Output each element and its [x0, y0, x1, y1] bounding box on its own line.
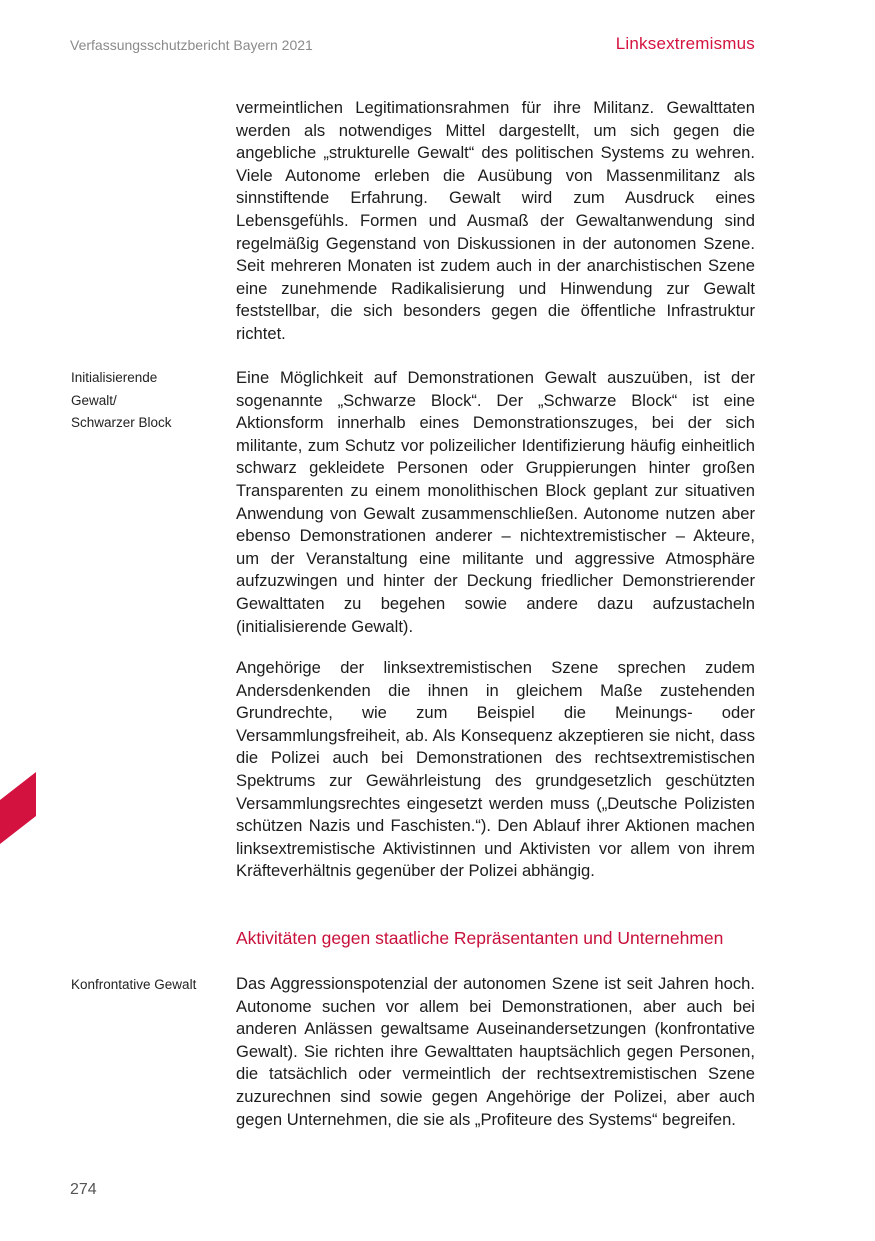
body-paragraph-4 [236, 973, 755, 1131]
margin-note-line: Initialisierende [71, 370, 158, 385]
margin-note-line: Gewalt/ [71, 392, 117, 408]
section-tab-marker [0, 772, 36, 844]
running-header-title: Verfassungsschutzbericht Bayern 2021 [70, 37, 313, 53]
running-header-section: Linksextremismus [615, 34, 755, 53]
paragraph-text: Angehörige der linksextremistischen Szene sprechen zudem Andersdenkenden die ihnen in gleichem Maße zustehenden Grundrechte, wie zum Beispiel die Meinungs- oder Versammlungsfreiheit, ab. Als Konsequenz akzeptieren sie nicht, dass die Polizei auch bei Demonstrationen des rechtsextremistischen Spektrums zur Gewährleistung des grundgesetzlich geschützten Versammlungsrechtes eingesetzt werden muss („Deutsche Polizisten schützen Nazis und Faschisten.“). Den Ablauf ihrer Aktionen machen linksextremistische Aktivistinnen und Aktivisten vor allem von ihrem Kräfteverhältnis gegenüber der Polizei abhängig. [236, 658, 755, 881]
margin-note-line: Schwarzer Block [71, 415, 172, 430]
body-paragraph-1 [236, 97, 755, 346]
section-heading: Aktivitäten gegen staatliche Repräsentanten und Unternehmen [236, 928, 724, 948]
paragraph-text: vermeintlichen Legitimationsrahmen für ihre Militanz. Gewalttaten werden als notwendiges Mittel dargestellt, um sich gegen die angebliche „strukturelle Gewalt“ des politischen Systems zu wehren. Viele Autonome erleben die Ausübung von Massenmilitanz als sinnstiftende Erfahrung. Gewalt wird zum Ausdruck eines Lebensgefühls. Formen und Ausmaß der Gewaltanwendung sind regelmäßig Gegenstand von Diskussionen in der autonomen Szene. Seit mehreren Monaten ist zudem auch in der anarchistischen Szene eine zunehmende Radikalisierung und Hinwendung zur Gewalt feststellbar, die sich besonders gegen die öffentliche Infrastruktur richtet. [236, 98, 755, 343]
paragraph-text: Das Aggressionspotenzial der autonomen Szene ist seit Jahren hoch. Autonome suchen vor allem bei Demonstrationen, aber auch bei anderen Anlässen gewaltsame Auseinandersetzungen (konfrontative Gewalt). Sie richten ihre Gewalttaten hauptsächlich gegen Personen, die tatsächlich oder vermeintlich der rechtsextremistischen Szene zuzurechnen sind sowie gegen Angehörige der Polizei, aber auch gegen Unternehmen, die sie als „Profiteure des Systems“ begreifen. [236, 974, 755, 1129]
page-number: 274 [70, 1181, 97, 1198]
body-paragraph-3 [236, 657, 755, 883]
margin-note-konfrontative-gewalt: Konfrontative Gewalt [71, 977, 197, 992]
paragraph-text: Eine Möglichkeit auf Demonstrationen Gewalt auszuüben, ist der sogenannte „Schwarze Block“. Der „Schwarze Block“ ist eine Aktionsform innerhalb eines Demonstrationszuges, bei der sich militante, zum Schutz vor polizeilicher Identifizierung häufig einheitlich schwarz gekleidete Personen oder Gruppierungen hinter großen Transparenten zu einem monolithischen Block geplant zur situativen Anwendung von Gewalt zusammenschließen. Autonome nutzen aber ebenso Demonstrationen anderer – nichtextremistischer – Akteure, um der Veranstaltung eine militante und aggressive Atmosphäre aufzuzwingen und hinter der Deckung friedlicher Demonstrierender Gewalttaten zu begehen sowie andere dazu aufzustacheln (initialisierende Gewalt). [236, 368, 755, 636]
body-paragraph-2 [236, 367, 755, 638]
margin-note-schwarzer-block [71, 367, 221, 435]
